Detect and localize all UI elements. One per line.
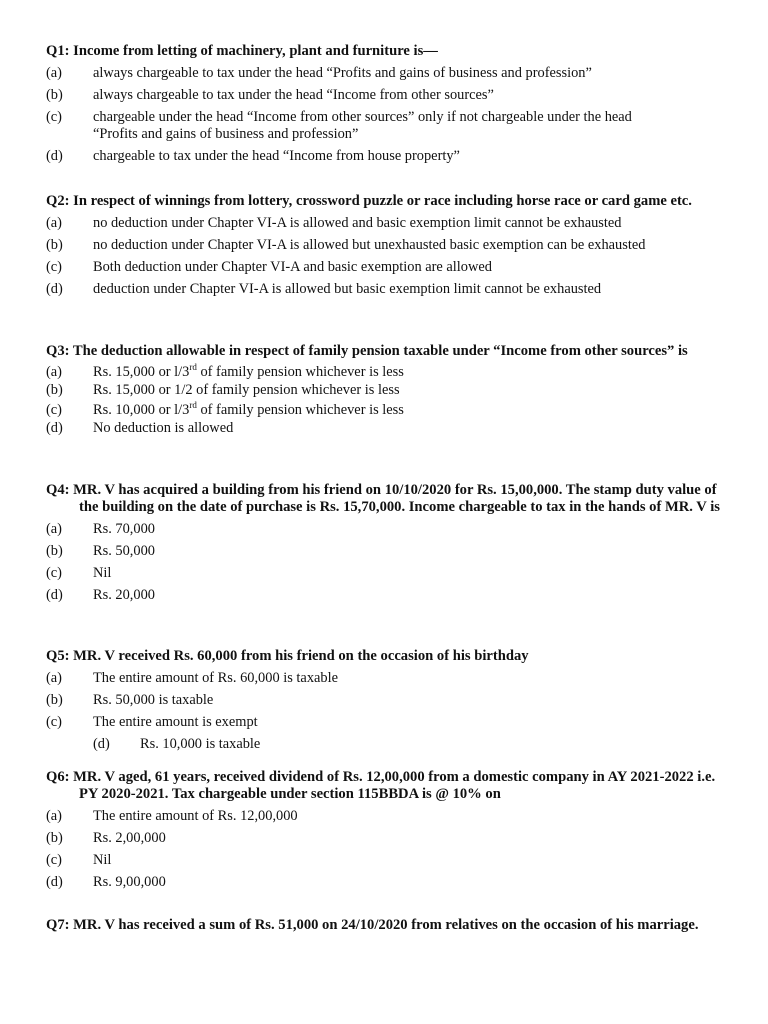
option-a bbox=[46, 364, 726, 381]
option-text: always chargeable to tax under the head “Profits and gains of business and profession” bbox=[93, 65, 592, 81]
option-label: (b) bbox=[46, 382, 63, 398]
option-d bbox=[46, 874, 726, 891]
option-label: (d) bbox=[46, 281, 63, 297]
option-label: (c) bbox=[46, 402, 62, 418]
question-title: Q2: In respect of winnings from lottery, crossword puzzle or race including horse race or card game etc. bbox=[46, 193, 692, 209]
option-b bbox=[46, 543, 726, 560]
option-label: (a) bbox=[46, 364, 62, 380]
option-c bbox=[46, 852, 726, 869]
option-d bbox=[46, 587, 726, 604]
option-text: Rs. 70,000 bbox=[93, 521, 155, 537]
option-b bbox=[46, 237, 726, 254]
option-label: (b) bbox=[46, 237, 63, 253]
option-d bbox=[46, 148, 726, 165]
question-1 bbox=[46, 43, 726, 165]
question-7 bbox=[46, 917, 726, 934]
option-d bbox=[46, 736, 726, 753]
question-6 bbox=[46, 769, 726, 891]
option-label: (b) bbox=[46, 543, 63, 559]
question-3 bbox=[46, 343, 726, 437]
option-label: (d) bbox=[46, 587, 63, 603]
option-text: The entire amount is exempt bbox=[93, 714, 258, 730]
option-text: no deduction under Chapter VI-A is allowed but unexhausted basic exemption can be exhausted bbox=[93, 237, 646, 253]
option-b bbox=[46, 830, 726, 847]
question-5 bbox=[46, 648, 726, 753]
question-title: Q4: MR. V has acquired a building from his friend on 10/10/2020 for Rs. 15,00,000. The stamp duty value of the building on the date of purchase is Rs. 15,70,000. Income chargeable to tax in the hands of MR. V is bbox=[46, 482, 720, 515]
option-text: always chargeable to tax under the head “Income from other sources” bbox=[93, 87, 494, 103]
option-label: (b) bbox=[46, 830, 63, 846]
option-b bbox=[46, 692, 726, 709]
option-text: Nil bbox=[93, 565, 112, 581]
option-text: Rs. 50,000 is taxable bbox=[93, 692, 214, 708]
option-text: Rs. 2,00,000 bbox=[93, 830, 166, 846]
option-text: no deduction under Chapter VI-A is allowed and basic exemption limit cannot be exhausted bbox=[93, 215, 622, 231]
option-text: Rs. 10,000 or l/3rd of family pension whichever is less bbox=[93, 400, 404, 418]
option-a bbox=[46, 215, 726, 232]
option-d bbox=[46, 281, 726, 298]
question-title: Q1: Income from letting of machinery, plant and furniture is— bbox=[46, 43, 438, 59]
option-label: (d) bbox=[46, 148, 63, 164]
option-d bbox=[46, 420, 726, 437]
option-text: Rs. 10,000 is taxable bbox=[140, 736, 261, 752]
option-text: Rs. 15,000 or 1/2 of family pension whichever is less bbox=[93, 382, 400, 398]
question-title: Q5: MR. V received Rs. 60,000 from his friend on the occasion of his birthday bbox=[46, 648, 529, 664]
option-text: Rs. 9,00,000 bbox=[93, 874, 166, 890]
option-text: Rs. 50,000 bbox=[93, 543, 155, 559]
option-label: (a) bbox=[46, 521, 62, 537]
option-label: (a) bbox=[46, 215, 62, 231]
option-label: (a) bbox=[46, 808, 62, 824]
option-label: (c) bbox=[46, 565, 62, 581]
option-b bbox=[46, 382, 726, 399]
option-label: (c) bbox=[46, 852, 62, 868]
option-c bbox=[46, 259, 726, 276]
question-title: Q6: MR. V aged, 61 years, received dividend of Rs. 12,00,000 from a domestic company in AY 2021-2022 i.e. PY 2020-2021. Tax chargeable under section 115BBDA is @ 10% on bbox=[46, 769, 716, 802]
option-b bbox=[46, 87, 726, 104]
option-text: chargeable to tax under the head “Income from house property” bbox=[93, 148, 460, 164]
option-text: chargeable under the head “Income from other sources” only if not chargeable under the head bbox=[93, 109, 632, 125]
option-label: (a) bbox=[46, 65, 62, 81]
option-a bbox=[46, 808, 726, 825]
option-text: Rs. 20,000 bbox=[93, 587, 155, 603]
option-c bbox=[46, 714, 726, 731]
option-text: Nil bbox=[93, 852, 112, 868]
question-title: Q7: MR. V has received a sum of Rs. 51,000 on 24/10/2020 from relatives on the occasion of his marriage. bbox=[46, 917, 699, 933]
option-label: (d) bbox=[93, 736, 110, 752]
option-label: (b) bbox=[46, 692, 63, 708]
option-label: (d) bbox=[46, 420, 63, 436]
option-text: The entire amount of Rs. 60,000 is taxable bbox=[93, 670, 338, 686]
question-4 bbox=[46, 482, 726, 604]
option-text: deduction under Chapter VI-A is allowed but basic exemption limit cannot be exhausted bbox=[93, 281, 602, 297]
question-2 bbox=[46, 193, 726, 298]
option-a bbox=[46, 670, 726, 687]
option-a bbox=[46, 521, 726, 538]
option-label: (c) bbox=[46, 109, 62, 125]
option-label: (a) bbox=[46, 670, 62, 686]
option-text: No deduction is allowed bbox=[93, 420, 234, 436]
option-label: (c) bbox=[46, 259, 62, 275]
option-label: (d) bbox=[46, 874, 63, 890]
option-c bbox=[46, 402, 726, 419]
question-title: Q3: The deduction allowable in respect of family pension taxable under “Income from other sources” is bbox=[46, 343, 688, 359]
option-c bbox=[46, 565, 726, 582]
option-text-continued: “Profits and gains of business and profession” bbox=[93, 126, 359, 142]
option-label: (c) bbox=[46, 714, 62, 730]
option-text: Rs. 15,000 or l/3rd of family pension whichever is less bbox=[93, 362, 404, 380]
option-text: The entire amount of Rs. 12,00,000 bbox=[93, 808, 298, 824]
option-text: Both deduction under Chapter VI-A and basic exemption are allowed bbox=[93, 259, 492, 275]
option-c bbox=[46, 109, 726, 143]
option-label: (b) bbox=[46, 87, 63, 103]
option-a bbox=[46, 65, 726, 82]
